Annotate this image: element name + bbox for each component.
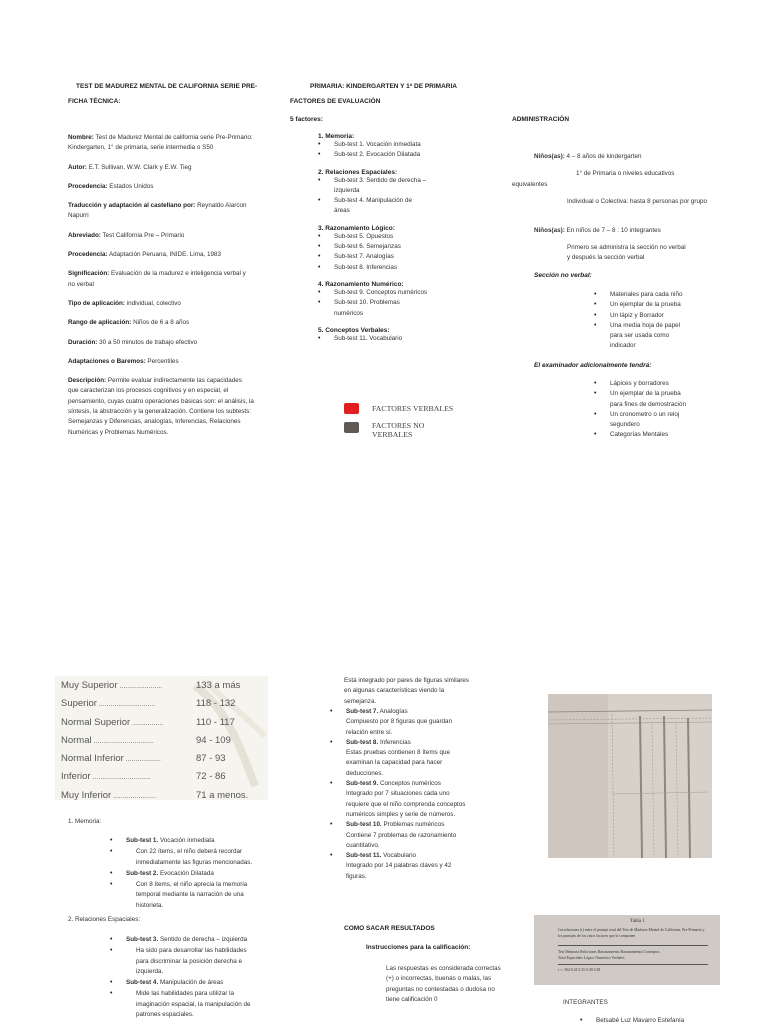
espaciales-detail-item-title: Sub-test 3.	[126, 936, 159, 943]
subtest-item: • Sub-test 10. Problemas numéricos	[318, 298, 428, 319]
administracion-heading: ADMINISTRACIÓN	[512, 116, 570, 123]
scale-row	[55, 787, 268, 805]
ficha-field-label: Descripción:	[68, 377, 107, 385]
scale-row	[55, 677, 268, 695]
factores-list	[318, 133, 478, 352]
ficha-field	[68, 182, 254, 192]
memoria-detail-item	[110, 836, 260, 846]
factor-title: 3. Razonamiento Lógico:	[318, 224, 395, 232]
equivalentes-line: equivalentes	[512, 181, 548, 188]
table-rule	[558, 945, 708, 946]
ficha-field-label: Autor:	[68, 163, 87, 171]
subtest-detail-desc: Compuesto por 8 figuras que guardan relación entre sí.	[346, 718, 453, 736]
factor-group	[318, 281, 478, 319]
factor-group	[318, 169, 478, 217]
ficha-field	[68, 357, 254, 367]
memoria-detail-item	[110, 880, 260, 911]
table-row: r ≈ .504 0.41 0.35 0.39 0.28	[558, 968, 601, 972]
seccion-no-verbal: Sección no verbal:	[534, 272, 592, 279]
ninos-text-1: 4 – 8 años de kindergarten	[564, 153, 642, 160]
factor-title: 1. Memoria:	[318, 133, 355, 140]
respuestas-text: Las respuestas es considerada correctas (+) o incorrectas, buenas o malas, las preguntas no contestadas o dudosa no tiene calificación 0	[386, 965, 501, 1003]
scale-rows	[55, 677, 268, 805]
factor-subtests	[318, 232, 428, 273]
memoria-detail-item	[110, 869, 260, 879]
subtest-item: • Sub-test 2. Evocación Dilatada	[318, 150, 428, 160]
scale-row	[55, 732, 268, 750]
ficha-field-value: Test California Pre – Primario	[100, 231, 185, 239]
scale-dots: ................	[130, 719, 164, 727]
scale-dots: ..................	[123, 756, 161, 764]
ficha-field-value: Niños de 6 a 8 años	[131, 319, 190, 327]
scale-dots: ..............................	[90, 774, 151, 782]
scale-range: 87 - 93	[196, 753, 226, 765]
subtests-detail-list	[330, 707, 470, 882]
legend	[344, 403, 464, 439]
ninos-label-1: Niños(as):	[534, 153, 565, 160]
legend-swatch-no-verbal	[344, 422, 359, 433]
individual-colectiva: Individual o Colectiva: hasta 8 personas por grupo	[567, 198, 708, 205]
ficha-field-value: Reynaldo Alarcon Napurri	[68, 202, 247, 220]
subtest-item: • Sub-test 3. Sentido de derecha – izquierda	[318, 176, 428, 197]
ficha-field-label: Adaptaciones o Baremos:	[68, 357, 146, 365]
ficha-field-value: Percentiles	[145, 357, 179, 365]
legend-swatch-verbal	[344, 403, 359, 414]
espaciales-detail-item	[110, 946, 260, 977]
factor-subtests	[318, 334, 428, 344]
espaciales-detail-item-name: Sentido de derecha – izquierda	[158, 936, 248, 943]
subtest-detail-title: Sub-test 8.	[346, 738, 379, 746]
factor-group	[318, 327, 478, 344]
espaciales-title: 2. Relaciones Espaciales:	[68, 916, 141, 923]
ficha-field	[68, 250, 254, 260]
ficha-field-label: Tipo de aplicación:	[68, 299, 125, 307]
scale-label: Normal Inferior	[61, 753, 124, 765]
subtest-item: • Sub-test 1. Vocación inmediata	[318, 140, 428, 150]
memoria-detail-item-desc: Con 22 ítems, el niño deberá recordar inmediatamente las figuras mencionadas.	[136, 848, 253, 866]
integrantes-list	[580, 1016, 730, 1026]
ficha-field-label: Traducción y adaptación al castellano por:	[68, 202, 196, 210]
subtest-detail-title: Sub-test 9.	[346, 780, 379, 788]
factor-title: 5. Conceptos Verbales:	[318, 326, 390, 334]
subtest-detail-name: Inferencias	[378, 738, 411, 746]
answer-sheet-photo	[548, 694, 712, 858]
table-caption-line-1: Correlaciones (r) entre el puntaje total del Test de Madurez Mental de California, Pre-Primario y	[558, 928, 705, 932]
scale-label: Normal	[61, 734, 92, 746]
scale-row	[55, 695, 268, 713]
material-item: • Un ejemplar de la prueba	[594, 300, 694, 310]
scale-label: Superior	[61, 698, 97, 710]
espaciales-detail-item-desc: Mide las habilidades para utilizar la imaginación espacial, la manipulación de patrones espaciales.	[136, 990, 251, 1019]
subtest-item: • Sub-test 5. Opuestos	[318, 232, 428, 242]
scale-range: 110 - 117	[196, 716, 235, 728]
primaria-line: 1° de Primaria o niveles educativos	[576, 170, 675, 177]
ficha-field-label: Procedencia:	[68, 251, 108, 259]
factor-subtests	[318, 288, 428, 319]
subtest-detail-name: Problemas numéricos	[381, 821, 445, 829]
espaciales-details	[110, 935, 260, 1021]
scale-row	[55, 750, 268, 768]
scale-dots: ...............................	[91, 737, 154, 745]
subtest-detail-desc: Integrado por 14 palabras claves y 42 figuras.	[346, 862, 452, 880]
examinador-item: • Categorías Mentales	[594, 430, 694, 440]
factor-group	[318, 133, 478, 161]
espaciales-detail-item	[110, 935, 260, 945]
memoria-detail-item	[110, 847, 260, 868]
answer-sheet-drawing	[548, 694, 712, 858]
legend-item-verbal	[344, 403, 464, 414]
factor-title: 2. Relaciones Espaciales:	[318, 168, 398, 176]
espaciales-detail-item	[110, 989, 260, 1020]
espaciales-detail-item-name: Manipulación de áreas	[158, 979, 224, 987]
scale-category	[61, 732, 154, 750]
examinador-heading: El examinador adicionalmente tendrá:	[534, 362, 652, 369]
ninos-line-2	[534, 226, 661, 236]
factores-heading: FACTORES DE EVALUACIÓN	[290, 98, 381, 105]
ficha-field-label: Rango de aplicación:	[68, 319, 132, 327]
scale-dots: ......................	[111, 792, 156, 800]
primero-instruction: Primero se administra la sección no verbal y después la sección verbal	[567, 244, 686, 262]
examinador-item: • Un cronometro o un reloj segundero	[594, 410, 694, 431]
subtest-detail-item	[330, 851, 470, 882]
scale-category	[61, 714, 163, 732]
factores-count: 5 factores:	[290, 116, 323, 123]
instrucciones-calificacion: Instrucciones para la calificación:	[366, 944, 471, 951]
ficha-field-value: Test de Madurez Mental de california serie Pre-Primario: Kindergarten, 1° de primaria, serie intermedia o S50	[68, 134, 253, 152]
scale-range: 133 a más	[196, 680, 241, 691]
subtest-detail-desc: Contiene 7 problemas de razonamiento cuantitativo.	[346, 831, 457, 849]
scale-category	[61, 768, 151, 786]
ficha-field-label: Abreviado:	[68, 231, 101, 239]
ficha-field	[68, 338, 254, 348]
ficha-field-value: Estados Unidos	[107, 182, 154, 190]
scale-dots: ......................	[117, 683, 163, 690]
material-item: • Una media hoja de papel para ser usada como indicador	[594, 321, 694, 352]
ficha-field-label: Duración:	[68, 338, 98, 346]
categorias-scale-image	[55, 676, 268, 800]
examinador-item: • Lápices y borradores	[594, 379, 694, 389]
integrantes-heading: INTEGRANTES	[563, 999, 608, 1006]
scale-dots: .............................	[96, 701, 156, 709]
factor-group	[318, 225, 478, 273]
subtest-detail-item	[330, 738, 470, 779]
memoria-details	[110, 836, 260, 912]
scale-label: Muy Superior	[61, 680, 118, 691]
scale-category	[61, 695, 155, 713]
material-item: • Un lápiz y Borrador	[594, 311, 694, 321]
subtest-item: • Sub-test 9. Conceptos numéricos	[318, 288, 428, 298]
subtest-detail-desc: Integrado por 7 situaciones cada uno requiere que el niño comprenda conceptos numéricos simples y serie de números.	[346, 790, 466, 818]
ninos-line-1	[534, 152, 641, 162]
scale-row	[55, 714, 268, 732]
subtest-item: • Sub-test 6. Semejanzas	[318, 242, 428, 252]
subtest-detail-title: Sub-test 7.	[346, 708, 379, 715]
ficha-tecnica-label: FICHA TÉCNICA:	[68, 98, 121, 105]
subtest-detail-item	[330, 707, 470, 738]
ninos-label-2: Niños(as):	[534, 227, 565, 234]
scale-range: 71 a menos.	[196, 789, 249, 801]
scale-label: Normal Superior	[61, 716, 131, 728]
ficha-field-value: Permite evaluar indirectamente las capacidades que caracterizan los procesos cognitivos y en especial, el pensamiento, cuyas cuatro operaciones básicas son: el análisis, la síntesis, la abstracción y la generalización. Contiene los subtests: Semejanzas y Diferencias, analogías, Inferencias, Relaciones Numéricas y Problemas Numéricos.	[68, 377, 254, 436]
subtest-item: • Sub-test 11. Vocabulario	[318, 334, 428, 344]
subtest-detail-title: Sub-test 11.	[346, 852, 382, 860]
subtest-detail-desc: Estas pruebas contienen 8 ítems que examinan la capacidad para hacer deducciones.	[346, 749, 450, 777]
ficha-field-value: E.T. Sullivan, W.W. Clark y E.W. Tieg	[86, 163, 192, 171]
semejanzas-intro: Está integrado por pares de figuras similares en algunas características viendo la semejanza.	[344, 677, 469, 705]
scale-range: 72 - 86	[196, 771, 226, 783]
memoria-title: 1. Memoria:	[68, 818, 102, 825]
integrante-item: • Betsabé Luz Mavarro Estefanía	[580, 1016, 730, 1026]
subtest-detail-name: Vocabulario	[381, 852, 417, 860]
scale-range: 118 - 132	[196, 698, 236, 710]
ficha-field-label: Procedencia:	[68, 182, 108, 190]
factor-subtests	[318, 140, 428, 161]
scale-label: Muy Inferior	[61, 789, 112, 801]
table-header-2: Total Espaciales Lógico Numérico Verbales	[558, 956, 625, 960]
ficha-field-label: Significación:	[68, 270, 110, 278]
ficha-field-value: 30 a 50 minutos de trabajo efectivo	[97, 338, 198, 346]
scale-label: Inferior	[61, 771, 91, 783]
memoria-detail-item-name: Vocación inmediata	[158, 837, 215, 844]
espaciales-detail-item-title: Sub-test 4.	[126, 979, 159, 987]
subtest-item: • Sub-test 8. Inferencias	[318, 263, 428, 273]
ficha-field	[68, 231, 254, 241]
espaciales-detail-item	[110, 978, 260, 988]
ficha-field-value: Evaluación de la madurez e inteligencia verbal y no verbal	[68, 270, 246, 288]
subtest-detail-name: Analogías	[378, 708, 408, 715]
espaciales-detail-item-desc: Ha sido para desarrollar las habilidades para discriminar la posición derecha e izquierda.	[136, 947, 247, 975]
ficha-field	[68, 201, 254, 222]
subtest-detail-item	[330, 820, 470, 851]
ficha-field-label: Nombre:	[68, 134, 94, 141]
ninos-text-2: En niños de 7 – 8 : 10 integrantes	[564, 227, 661, 234]
correlation-table-photo	[534, 915, 720, 985]
subtest-detail-item	[330, 779, 470, 820]
ficha-field	[68, 299, 254, 309]
table-title: Tabla 1	[630, 919, 645, 924]
ficha-field	[68, 133, 254, 154]
como-sacar-resultados: COMO SACAR RESULTADOS	[344, 925, 435, 932]
ficha-field-value: Adaptación Peruana, INIDE. Lima, 1983	[107, 251, 221, 259]
scale-category	[61, 677, 162, 695]
subtest-detail-title: Sub-test 10.	[346, 821, 382, 829]
scale-range: 94 - 109	[196, 734, 231, 746]
memoria-detail-item-name: Evocación Dilatada	[158, 869, 214, 877]
table-rule-2	[558, 964, 708, 965]
ficha-field-value: individual, colectivo	[124, 299, 181, 307]
ficha-field	[68, 269, 254, 290]
material-item: • Materiales para cada niño	[594, 290, 694, 300]
materiales-list	[594, 290, 694, 352]
ficha-field	[68, 318, 254, 328]
memoria-detail-item-desc: Con 8 ítems, el niño aprecia la memoria temporal mediante la narración de una historieta.	[136, 881, 248, 909]
subtest-item: • Sub-test 7. Analogías	[318, 252, 428, 262]
legend-label-verbal: FACTORES VERBALES	[372, 404, 454, 413]
examinador-item: • Un ejemplar de la prueba para fines de demostración	[594, 389, 694, 410]
scale-category	[61, 750, 161, 768]
scale-row	[55, 768, 268, 786]
ficha-tecnica-fields	[68, 133, 254, 447]
factor-title: 4. Razonamiento Numérico:	[318, 280, 404, 288]
document-title: TEST DE MADUREZ MENTAL DE CALIFORNIA SERIE PRE-	[76, 83, 258, 90]
legend-item-no-verbal	[344, 421, 464, 439]
table-caption-line-2: los puntajes de los cinco factores que lo componen	[558, 934, 636, 938]
examinador-list	[594, 379, 694, 441]
ficha-field	[68, 163, 254, 173]
memoria-detail-item-title: Sub-test 2.	[126, 869, 159, 877]
scale-category	[61, 787, 156, 805]
subtest-item: • Sub-test 4. Manipulación de áreas	[318, 196, 428, 217]
legend-label-no-verbal: FACTORES NO VERBALES	[372, 421, 425, 439]
memoria-detail-item-title: Sub-test 1.	[126, 837, 159, 844]
primaria-title: PRIMARIA: KINDERGARTEN Y 1ª DE PRIMARIA	[310, 83, 457, 90]
table-header: Test Memoria Relaciones Razonamiento Razonamiento Conceptos	[558, 950, 660, 954]
ficha-field	[68, 376, 254, 438]
factor-subtests	[318, 176, 428, 217]
subtest-detail-name: Conceptos numéricos	[378, 780, 441, 788]
